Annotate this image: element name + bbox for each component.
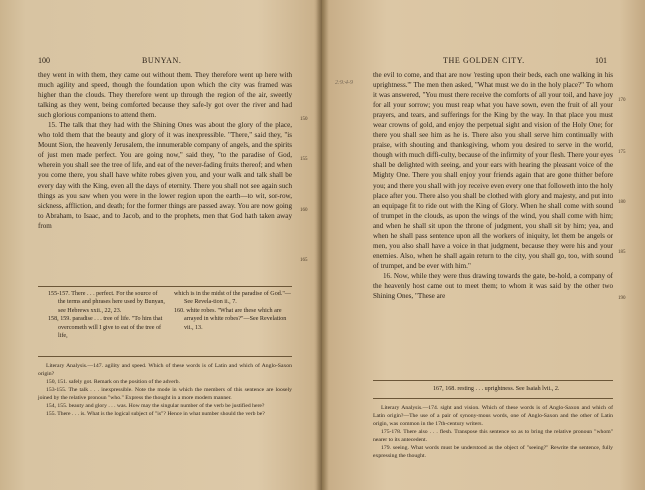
right-line-number: 180 bbox=[618, 200, 626, 205]
left-page bbox=[0, 0, 322, 490]
left-footnotes-col-2 bbox=[174, 290, 292, 332]
footnote: 158, 159. paradise . . . tree of life. "To him that overcometh will I give to eat of the tree of life, bbox=[48, 316, 163, 340]
footnote: 160. white robes. "What are these which are arrayed in white robes?"—See Revelation vii., 13. bbox=[174, 307, 287, 331]
left-running-head: BUNYAN. bbox=[142, 56, 182, 65]
analysis-item: 150, 151. safely got. Remark on the position of the adverb. bbox=[46, 379, 180, 385]
analysis-item: 153-155. The talk . . . inexpressible. Note the mode in which the members of this sentence are loosely joined by the relative pronoun "who." Express the thought in a more modern manner. bbox=[38, 387, 292, 401]
left-paragraph-1: they went in with them, they came out without them. They therefore went up here with much agility and speed, though the foundation upon which the city was framed was higher than the clouds. They therefore went up through the region of the air, sweetly talking as they went, being comforted because they safe-ly got over the river and had such glorious companions to attend them. bbox=[38, 71, 292, 120]
left-line-number: 160 bbox=[300, 208, 308, 213]
right-paragraph-1: the evil to come, and that are now 'resting upon their beds, each one walking in his uprightness.'" The men then asked, "What must we do in the holy place?" To whom it was answered, "You must there receive the comforts of all your toil, and have joy for all your sorrow; you must reap what you have sown, even the fruit of all your prayers, and tears, and sufferings for the King by the way. In that place you must wear crowns of gold, and enjoy the perpetual sight and vision of the Holy One; for there you shall see him as he is. There also you shall serve him continually with praise, with shouting and thanksgiving, whom you desired to serve in the world, though with much diffi-culty, because of the infirmity of your flesh. There your eyes shall be delighted with seeing, and your ears with hearing the pleasant voice of the Mighty One. There you shall enjoy your friends again that are gone thither before you; and there you shall with joy receive even every one that followeth into the holy place after you. There also you shall be clothed with glory and majesty, and put into an equipage fit to ride out with the King of Glory. When he shall come with sound of trumpet in the clouds, as upon the wings of the wind, you shall come with him; and when he shall sit upon the throne of judgment, you shall sit by him; yea, and when he shall pass sentence upon all the workers of iniquity, let them be angels or men, you also shall have a voice in that judgment, because they were his and your enemies. Also, when he shall again return to the city, you shall go, too, with sound of trumpet, and be ever with him." bbox=[373, 71, 613, 270]
analysis-item: Literary Analysis.—147. agility and speed. Which of these words is of Latin and which of Anglo-Saxon origin? bbox=[38, 363, 292, 377]
left-line-number: 155 bbox=[300, 157, 308, 162]
right-line-number: 175 bbox=[618, 150, 626, 155]
right-page bbox=[323, 0, 645, 490]
left-page-number: 100 bbox=[38, 56, 50, 65]
right-running-head: THE GOLDEN CITY. bbox=[443, 56, 525, 65]
left-literary-analysis bbox=[38, 362, 292, 418]
left-footnotes-col-1 bbox=[48, 290, 166, 340]
right-footnote-rule bbox=[373, 380, 613, 381]
left-line-number: 165 bbox=[300, 258, 308, 263]
right-page-number: 101 bbox=[595, 56, 607, 65]
analysis-item: 155. There . . . is. What is the logical subject of "is"? Hence in what number should the verb be? bbox=[46, 411, 265, 417]
right-line-number: 185 bbox=[618, 250, 626, 255]
left-analysis-rule bbox=[38, 356, 292, 357]
gutter-shadow bbox=[314, 0, 322, 490]
right-analysis-rule bbox=[373, 398, 613, 399]
left-body-text bbox=[38, 70, 292, 231]
right-literary-analysis bbox=[373, 404, 613, 460]
right-line-number: 190 bbox=[618, 296, 626, 301]
left-paragraph-2: 15. The talk that they had with the Shining Ones was about the glory of the place, who told them that the beauty and glory of it was inexpressible. "There," said they, "is Mount Sion, the heavenly Jerusalem, the innumerable company of angels, and the spirits of just men made perfect. You are going now," said they, "to the paradise of God, wherein you shall see the tree of life, and eat of the never-fading fruits thereof; and when you come there, you shall have white robes given you, and your walk and talk shall be every day with the King, even all the days of eternity. There you shall not see again such things as you saw when you were in the lower region upon the earth—to wit, sor-row, sickness, affliction, and death; for the former things are passed away. You are now going to Abraham, to Isaac, and to Jacob, and to the prophets, men that God hath taken away from bbox=[38, 121, 292, 230]
analysis-item: 175-178. There also . . . flesh. Transpose this sentence so as to bring the relative pronoun "whom" nearer to its antecedent. bbox=[373, 429, 613, 443]
pencil-annotation: 2:9:4-9 bbox=[335, 80, 353, 86]
left-footnotes bbox=[38, 290, 292, 350]
right-paragraph-2: 16. Now, while they were thus drawing towards the gate, be-hold, a company of the heavenly host came out to meet them; to whom it was said by the other two Shining Ones, "These are bbox=[373, 271, 613, 301]
analysis-item: 179. seeing. What words must be understood as the object of "seeing?" Rewrite the sentence, fully expressing the thought. bbox=[373, 445, 613, 459]
footnote: 155-157. There . . . perfect. For the source of the terms and phrases here used by Bunyan, see Hebrews xxii., 22, 23. bbox=[48, 291, 165, 314]
right-body-text bbox=[373, 70, 613, 301]
left-footnote-rule bbox=[38, 286, 292, 287]
footnote: which is in the midst of the paradise of God."—See Revela-tion ii., 7. bbox=[174, 291, 291, 306]
right-line-number: 170 bbox=[618, 98, 626, 103]
analysis-item: 154, 155. beauty and glory . . . was. How may the singular number of the verb be justified here? bbox=[46, 403, 265, 409]
left-line-number: 150 bbox=[300, 117, 308, 122]
right-footnote: 167, 168. resting . . . uprightness. See Isaiah lvii., 2. bbox=[433, 386, 560, 392]
analysis-item: Literary Analysis.—174. sight and vision. Which of these words is of Anglo-Saxon and which of Latin origin?—The use of a pair of synony-mous words, one of Anglo-Saxon and the other of Latin origin, was common in the 17th-century writers. bbox=[373, 405, 613, 427]
